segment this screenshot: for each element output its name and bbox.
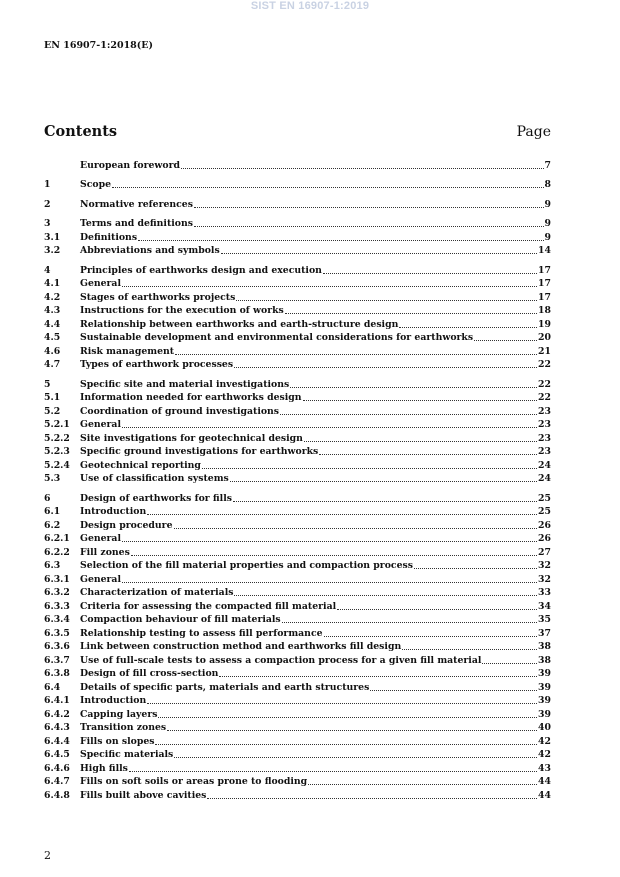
dot-leader [323,272,537,274]
dot-leader [414,567,537,569]
toc-entry-number: 6.3 [44,560,61,571]
toc-entry[interactable] [44,230,551,244]
dot-leader [304,440,537,442]
toc-entry[interactable] [44,458,551,472]
toc-entry-title: Principles of earthworks design and execution [80,264,322,276]
toc-entry-number: 6.3.5 [44,627,70,639]
toc-entry-title: Use of classification systems [80,473,229,484]
toc-entry-title: Criteria for assessing the compacted fill material [80,600,337,612]
toc-entry-page: 23 [538,419,551,430]
dot-leader [158,716,537,718]
toc-entry-title: Abbreviations and symbols [80,245,220,256]
dot-leader [175,353,537,355]
toc-entry-number: 6.4.5 [44,749,70,760]
toc-entry[interactable] [44,707,551,721]
toc-entry-page: 33 [538,587,551,598]
toc-entry-number: 6.3.6 [44,641,70,652]
dot-leader [131,554,537,556]
toc-entry-title: Terms and definitions [80,218,193,229]
toc-entry-page: 39 [538,695,551,706]
toc-entry-number: 1 [44,179,51,190]
toc-entry[interactable] [44,505,551,519]
toc-entry-page: 44 [538,776,551,787]
toc-entry-title: Information needed for earthworks design [80,392,302,403]
toc-entry[interactable] [44,331,551,345]
toc-entry-title: Design of earthworks for fills [80,492,232,504]
toc-entry-number: 2 [44,198,51,210]
toc-entry-number: 6.4.8 [44,789,70,801]
toc-entry-page: 17 [538,278,551,289]
toc-entry[interactable] [44,721,551,735]
toc-entry-number: 4.7 [44,359,61,370]
dot-leader [147,513,537,515]
toc-entry[interactable] [44,404,551,418]
toc-entry[interactable] [44,775,551,789]
toc-entry-page: 26 [538,519,551,531]
toc-entry-title: Relationship testing to assess fill performance [80,627,323,639]
dot-leader [112,186,544,188]
toc-entry-number: 6.3.3 [44,600,70,612]
toc-entry[interactable] [44,178,551,192]
toc-entry-page: 32 [538,560,551,571]
toc-entry[interactable] [44,788,551,802]
toc-entry-title: General [80,533,121,544]
toc-entry-page: 38 [538,654,551,666]
toc-entry-title: Fills built above cavities [80,789,207,801]
dot-leader [282,621,537,623]
toc-entry-title: Transition zones [80,722,167,733]
dot-leader [399,326,537,328]
toc-entry-number: 5.2.4 [44,459,70,471]
toc-entry-title: Compaction behaviour of fill materials [80,614,281,625]
toc-entry-page: 19 [538,318,551,330]
toc-entry-title: Link between construction method and earthworks fill design [80,641,402,652]
toc-entry-page: 23 [538,446,551,457]
dot-leader [280,413,537,415]
toc-entry-title: Capping layers [80,708,158,720]
toc-entry[interactable] [44,317,551,331]
toc-entry-number: 6.4.7 [44,776,70,787]
toc-entry-title: General [80,573,121,585]
toc-entry-number: 6.2 [44,519,61,531]
toc-entry-title: Selection of the fill material properties and compaction process [80,560,413,571]
toc-entry[interactable] [44,472,551,486]
dot-leader [319,453,537,455]
toc-entry-number: 6.4.4 [44,735,70,747]
toc-entry[interactable] [44,667,551,681]
toc-entry-title: Specific ground investigations for earthworks [80,446,319,457]
toc-entry-page: 26 [538,533,551,544]
dot-leader [122,581,537,583]
toc-entry-number: 6.4 [44,681,61,693]
toc-entry-page: 40 [538,722,551,733]
dot-leader [138,239,543,241]
toc-entry-page: 39 [538,681,551,693]
watermark: SIST EN 16907-1:2019 [250,0,370,12]
dot-leader [122,285,537,287]
toc-entry-number: 5.2.2 [44,432,70,444]
toc-entry-number: 5.3 [44,473,61,484]
toc-entry-title: Definitions [80,231,138,243]
toc-entry-title: General [80,419,121,430]
toc-entry-number: 4.2 [44,291,61,303]
toc-entry-number: 6.1 [44,506,61,517]
toc-entry[interactable] [44,626,551,640]
page-number: 2 [44,849,51,862]
toc-entry-number: 4.1 [44,278,61,289]
toc-entry[interactable] [44,358,551,372]
dot-leader [129,770,537,772]
toc-entry[interactable] [44,217,551,231]
toc-entry-page: 7 [544,159,551,171]
dot-leader [474,339,537,341]
toc-entry-page: 39 [538,668,551,679]
dot-leader [236,299,537,301]
toc-entry[interactable] [44,653,551,667]
toc-entry-page: 22 [538,392,551,403]
dot-leader [303,399,538,401]
toc-entry-page: 27 [538,546,551,558]
contents-title: Contents [44,123,118,140]
toc-entry[interactable] [44,640,551,654]
toc-entry-title: Sustainable development and environmental considerations for earthworks [80,332,474,343]
dot-leader [219,675,537,677]
toc-entry[interactable] [44,599,551,613]
toc-entry-number: 6.4.2 [44,708,70,720]
toc-entry-title: Normative references [80,198,193,210]
toc-entry-number: 6.3.7 [44,654,70,666]
toc-entry-page: 42 [538,749,551,760]
toc-entry-title: Geotechnical reporting [80,459,201,471]
toc-entry-page: 24 [538,459,551,471]
toc-entry-page: 37 [538,627,551,639]
dot-leader [324,635,538,637]
toc-entry-page: 25 [538,506,551,517]
toc-entry-number: 6.4.6 [44,762,70,774]
toc-entry-title: Relationship between earthworks and earth-structure design [80,318,399,330]
toc-entry[interactable] [44,391,551,405]
toc-entry-title: Design of fill cross-section [80,668,219,679]
toc-entry-title: Introduction [80,506,147,517]
toc-entry-title: Characterization of materials [80,587,234,598]
toc-entry-number: 4.3 [44,305,61,316]
toc-entry[interactable] [44,748,551,762]
toc-entry-number: 4.4 [44,318,61,330]
dot-leader [337,608,537,610]
toc-entry[interactable] [44,613,551,627]
dot-leader [174,756,537,758]
dot-leader [194,225,544,227]
toc-entry-number: 6 [44,492,51,504]
toc-entry-title: High fills [80,762,128,774]
page-column-label: Page [516,124,551,140]
toc-entry[interactable] [44,680,551,694]
toc-entry-number: 5.2.1 [44,419,70,430]
toc-entry-title: Coordination of ground investigations [80,405,280,417]
toc-entry[interactable] [44,694,551,708]
toc-entry-number: 3.1 [44,231,61,243]
toc-entry-number: 5 [44,378,51,390]
toc-entry-page: 17 [538,264,551,276]
toc-entry-page: 25 [538,492,551,504]
toc-entry-title: Types of earthwork processes [80,359,234,370]
dot-leader [308,783,537,785]
toc-entry-number: 3 [44,218,51,229]
dot-leader [233,500,537,502]
dot-leader [230,480,537,482]
dot-leader [122,540,537,542]
dot-leader [181,167,544,169]
toc-entry[interactable] [44,431,551,445]
toc-entry-page: 22 [538,359,551,370]
toc-entry-page: 42 [538,735,551,747]
dot-leader [234,594,537,596]
toc-entry[interactable] [44,761,551,775]
toc-entry-page: 9 [544,198,551,210]
toc-entry[interactable] [44,418,551,432]
dot-leader [155,743,537,745]
toc-entry-page: 34 [538,600,551,612]
toc-entry[interactable] [44,491,551,505]
toc-entry[interactable] [44,532,551,546]
toc-entry[interactable] [44,304,551,318]
dot-leader [482,662,537,664]
toc-entry-title: Stages of earthworks projects [80,291,236,303]
toc-entry-number: 4 [44,264,51,276]
toc-entry[interactable] [44,445,551,459]
dot-leader [285,312,537,314]
toc-entry-page: 8 [544,179,551,190]
toc-entry-page: 17 [538,291,551,303]
toc-entry-page: 32 [538,573,551,585]
toc-entry[interactable] [44,518,551,532]
toc-entry-title: Fill zones [80,546,130,558]
toc-entry-title: Fills on soft soils or areas prone to flooding [80,776,308,787]
toc-entry-page: 23 [538,432,551,444]
document-code: EN 16907-1:2018(E) [44,40,154,51]
toc-entry-page: 35 [538,614,551,625]
table-of-contents [44,158,551,802]
dot-leader [402,648,537,650]
toc-entry-title: Details of specific parts, materials and earth structures [80,681,370,693]
toc-entry-page: 20 [538,332,551,343]
dot-leader [194,206,544,208]
toc-entry-number: 4.6 [44,345,61,357]
toc-entry[interactable] [44,545,551,559]
toc-entry-page: 9 [544,218,551,229]
toc-entry-title: Specific site and material investigations [80,378,290,390]
toc-entry-number: 6.4.1 [44,695,70,706]
dot-leader [147,702,537,704]
dot-leader [167,729,537,731]
toc-entry-page: 38 [538,641,551,652]
toc-entry-page: 23 [538,405,551,417]
toc-entry-page: 9 [544,231,551,243]
dot-leader [207,797,537,799]
toc-entry-page: 22 [538,378,551,390]
toc-entry[interactable] [44,197,551,211]
toc-entry-page: 14 [538,245,551,256]
toc-entry-number: 6.2.1 [44,533,70,544]
toc-entry[interactable] [44,572,551,586]
toc-entry[interactable] [44,559,551,573]
toc-entry-title: General [80,278,121,289]
toc-entry-number: 5.2.3 [44,446,70,457]
toc-entry-title: Instructions for the execution of works [80,305,284,316]
toc-entry-title: Design procedure [80,519,173,531]
toc-entry-number: 6.3.2 [44,587,70,598]
toc-entry-number: 3.2 [44,245,61,256]
toc-entry-number: 4.5 [44,332,61,343]
dot-leader [174,527,538,529]
toc-entry-page: 43 [538,762,551,774]
dot-leader [370,689,537,691]
toc-entry-number: 6.3.1 [44,573,70,585]
toc-entry-page: 21 [538,345,551,357]
toc-entry[interactable] [44,586,551,600]
dot-leader [221,252,537,254]
dot-leader [202,467,537,469]
toc-entry-page: 24 [538,473,551,484]
toc-entry[interactable] [44,734,551,748]
toc-entry-number: 5.2 [44,405,61,417]
toc-entry[interactable] [44,244,551,258]
toc-entry-page: 18 [538,305,551,316]
toc-entry-page: 39 [538,708,551,720]
dot-leader [290,386,537,388]
dot-leader [122,426,537,428]
dot-leader [234,366,537,368]
toc-entry[interactable] [44,377,551,391]
toc-entry-title: Use of full-scale tests to assess a compaction process for a given fill material [80,654,482,666]
toc-entry[interactable] [44,344,551,358]
toc-entry-number: 6.3.4 [44,614,70,625]
toc-entry-page: 44 [538,789,551,801]
toc-entry-number: 6.2.2 [44,546,70,558]
toc-entry-title: Specific materials [80,749,174,760]
toc-entry-number: 6.4.3 [44,722,70,733]
toc-entry[interactable] [44,290,551,304]
toc-entry[interactable] [44,263,551,277]
toc-entry-title: Fills on slopes [80,735,155,747]
toc-entry-title: Scope [80,179,111,190]
toc-entry[interactable] [44,158,551,172]
toc-entry-number: 5.1 [44,392,61,403]
toc-entry-title: Introduction [80,695,147,706]
toc-entry-number: 6.3.8 [44,668,70,679]
toc-entry[interactable] [44,277,551,291]
toc-entry-title: European foreword [80,159,180,171]
toc-entry-title: Risk management [80,345,175,357]
toc-entry-title: Site investigations for geotechnical design [80,432,303,444]
